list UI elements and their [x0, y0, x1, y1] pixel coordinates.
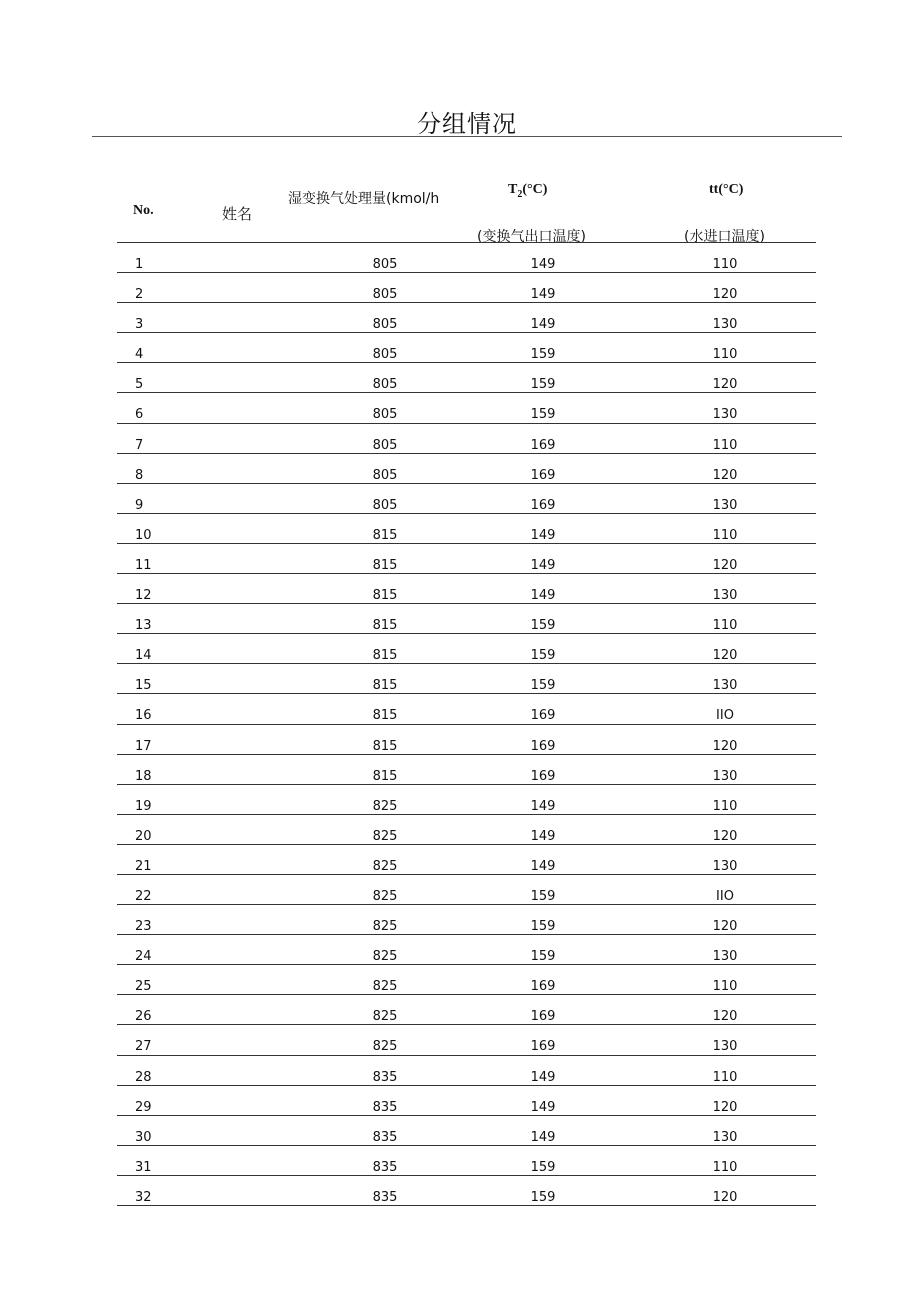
- cell-flow: 825: [372, 949, 398, 965]
- cell-flow: 805: [372, 407, 398, 423]
- cell-tt: 110: [712, 1159, 738, 1175]
- cell-t2: 169: [530, 738, 556, 754]
- cell-flow: 805: [372, 497, 398, 513]
- cell-flow: 835: [372, 1159, 398, 1175]
- cell-flow: 825: [372, 858, 398, 874]
- cell-no: 25: [135, 979, 152, 995]
- cell-no: 11: [135, 557, 152, 573]
- cell-no: 23: [135, 919, 152, 935]
- cell-t2: 169: [530, 1009, 556, 1025]
- cell-tt: 120: [712, 1099, 738, 1115]
- cell-flow: 825: [372, 1039, 398, 1055]
- cell-tt: 120: [712, 467, 738, 483]
- cell-flow: 825: [372, 888, 398, 904]
- cell-flow: 805: [372, 317, 398, 333]
- cell-flow: 805: [372, 287, 398, 303]
- cell-tt: 120: [712, 738, 738, 754]
- cell-tt: IIO: [716, 888, 734, 904]
- cell-no: 5: [135, 377, 144, 393]
- cell-tt: 110: [712, 347, 738, 363]
- cell-flow: 805: [372, 467, 398, 483]
- cell-no: 21: [135, 858, 152, 874]
- cell-no: 2: [135, 287, 144, 303]
- header-no: No.: [133, 203, 154, 218]
- cell-tt: 110: [712, 527, 738, 543]
- table-row: [117, 514, 816, 544]
- cell-tt: 130: [712, 497, 738, 513]
- cell-flow: 825: [372, 798, 398, 814]
- cell-t2: 169: [530, 497, 556, 513]
- data-table-body: [117, 243, 816, 1206]
- table-row: [117, 574, 816, 604]
- table-row: [117, 484, 816, 514]
- table-row: [117, 634, 816, 664]
- table-row: [117, 273, 816, 303]
- cell-t2: 149: [530, 557, 556, 573]
- cell-t2: 169: [530, 437, 556, 453]
- cell-flow: 825: [372, 979, 398, 995]
- header-tt-desc: (水进口温度): [684, 229, 765, 245]
- table-row: [117, 1056, 816, 1086]
- cell-flow: 815: [372, 527, 398, 543]
- table-row: [117, 333, 816, 363]
- cell-t2: 169: [530, 708, 556, 724]
- cell-flow: 805: [372, 257, 398, 272]
- table-row: [117, 725, 816, 755]
- cell-tt: 130: [712, 1039, 738, 1055]
- table-row: [117, 363, 816, 393]
- cell-flow: 805: [372, 347, 398, 363]
- table-row: [117, 845, 816, 875]
- cell-t2: 159: [530, 678, 556, 694]
- table-row: [117, 965, 816, 995]
- cell-tt: 110: [712, 798, 738, 814]
- cell-no: 22: [135, 888, 152, 904]
- table-row: [117, 424, 816, 454]
- cell-tt: IIO: [716, 708, 734, 724]
- cell-t2: 149: [530, 1099, 556, 1115]
- cell-t2: 149: [530, 1069, 556, 1085]
- cell-t2: 169: [530, 768, 556, 784]
- cell-t2: 149: [530, 798, 556, 814]
- cell-flow: 835: [372, 1189, 398, 1205]
- cell-no: 4: [135, 347, 144, 363]
- header-name: 姓名: [222, 205, 253, 223]
- cell-no: 18: [135, 768, 152, 784]
- cell-flow: 815: [372, 708, 398, 724]
- table-row: [117, 755, 816, 785]
- cell-tt: 130: [712, 588, 738, 604]
- cell-t2: 149: [530, 527, 556, 543]
- cell-no: 8: [135, 467, 144, 483]
- cell-tt: 130: [712, 1129, 738, 1145]
- cell-t2: 149: [530, 257, 556, 272]
- cell-t2: 159: [530, 888, 556, 904]
- cell-flow: 825: [372, 919, 398, 935]
- cell-tt: 130: [712, 317, 738, 333]
- cell-tt: 120: [712, 377, 738, 393]
- header-t2-unit: (°C): [522, 182, 548, 197]
- header-t2: [508, 182, 547, 200]
- cell-tt: 120: [712, 287, 738, 303]
- header-flow: [288, 188, 439, 208]
- table-row: [117, 1116, 816, 1146]
- cell-no: 12: [135, 588, 152, 604]
- cell-t2: 159: [530, 618, 556, 634]
- cell-no: 24: [135, 949, 152, 965]
- header-t2-symbol: T: [508, 182, 518, 197]
- cell-no: 29: [135, 1099, 152, 1115]
- cell-t2: 149: [530, 588, 556, 604]
- cell-no: 3: [135, 317, 144, 333]
- cell-tt: 130: [712, 949, 738, 965]
- cell-tt: 110: [712, 618, 738, 634]
- cell-tt: 130: [712, 678, 738, 694]
- cell-t2: 159: [530, 347, 556, 363]
- cell-t2: 159: [530, 407, 556, 423]
- table-row: [117, 875, 816, 905]
- cell-flow: 835: [372, 1099, 398, 1115]
- cell-no: 32: [135, 1189, 152, 1205]
- cell-tt: 130: [712, 768, 738, 784]
- table-row: [117, 393, 816, 423]
- table-row: [117, 454, 816, 484]
- cell-flow: 805: [372, 437, 398, 453]
- cell-tt: 110: [712, 1069, 738, 1085]
- cell-no: 30: [135, 1129, 152, 1145]
- cell-tt: 120: [712, 828, 738, 844]
- table-row: [117, 544, 816, 574]
- cell-flow: 815: [372, 648, 398, 664]
- header-tt: tt(°C): [709, 182, 744, 197]
- cell-flow: 835: [372, 1129, 398, 1145]
- table-row: [117, 1086, 816, 1116]
- cell-flow: 815: [372, 678, 398, 694]
- cell-t2: 159: [530, 919, 556, 935]
- cell-tt: 110: [712, 257, 738, 272]
- table-row: [117, 995, 816, 1025]
- cell-tt: 110: [712, 437, 738, 453]
- cell-no: 10: [135, 527, 152, 543]
- cell-t2: 159: [530, 648, 556, 664]
- page-title: 分组情况: [417, 110, 517, 138]
- cell-t2: 159: [530, 1189, 556, 1205]
- cell-no: 7: [135, 437, 144, 453]
- cell-t2: 159: [530, 1159, 556, 1175]
- cell-flow: 815: [372, 557, 398, 573]
- cell-no: 19: [135, 798, 152, 814]
- table-row: [117, 935, 816, 965]
- table-row: [117, 785, 816, 815]
- cell-no: 31: [135, 1159, 152, 1175]
- cell-t2: 169: [530, 979, 556, 995]
- cell-no: 9: [135, 497, 144, 513]
- cell-no: 14: [135, 648, 152, 664]
- header-flow-label: 湿变换气处理量(kmol/h: [288, 191, 440, 207]
- cell-no: 28: [135, 1069, 152, 1085]
- cell-flow: 825: [372, 1009, 398, 1025]
- cell-t2: 149: [530, 317, 556, 333]
- cell-t2: 149: [530, 858, 556, 874]
- cell-flow: 815: [372, 588, 398, 604]
- cell-flow: 805: [372, 377, 398, 393]
- cell-flow: 815: [372, 768, 398, 784]
- table-row: [117, 905, 816, 935]
- cell-tt: 120: [712, 648, 738, 664]
- cell-flow: 835: [372, 1069, 398, 1085]
- cell-tt: 110: [712, 979, 738, 995]
- table-row: [117, 303, 816, 333]
- header-t2-desc: (变换气出口温度): [477, 229, 586, 245]
- table-row: [117, 1176, 816, 1206]
- cell-tt: 120: [712, 557, 738, 573]
- cell-flow: 815: [372, 618, 398, 634]
- cell-t2: 159: [530, 949, 556, 965]
- cell-t2: 149: [530, 1129, 556, 1145]
- cell-no: 13: [135, 618, 152, 634]
- cell-tt: 120: [712, 1189, 738, 1205]
- table-row: [117, 1025, 816, 1055]
- cell-tt: 130: [712, 858, 738, 874]
- cell-t2: 149: [530, 287, 556, 303]
- cell-no: 26: [135, 1009, 152, 1025]
- cell-no: 6: [135, 407, 144, 423]
- table-row: [117, 694, 816, 724]
- cell-flow: 815: [372, 738, 398, 754]
- cell-no: 15: [135, 678, 152, 694]
- cell-no: 17: [135, 738, 152, 754]
- cell-t2: 169: [530, 1039, 556, 1055]
- table-row: [117, 1146, 816, 1176]
- title-divider: [92, 136, 842, 137]
- table-row: [117, 815, 816, 845]
- cell-tt: 120: [712, 919, 738, 935]
- cell-no: 20: [135, 828, 152, 844]
- cell-no: 16: [135, 708, 152, 724]
- table-row: [117, 664, 816, 694]
- cell-tt: 120: [712, 1009, 738, 1025]
- cell-t2: 149: [530, 828, 556, 844]
- cell-t2: 169: [530, 467, 556, 483]
- cell-t2: 159: [530, 377, 556, 393]
- header-t2-subscript: 2: [517, 188, 523, 200]
- cell-no: 1: [135, 257, 144, 272]
- cell-tt: 130: [712, 407, 738, 423]
- cell-flow: 825: [372, 828, 398, 844]
- table-row: [117, 243, 816, 273]
- table-row: [117, 604, 816, 634]
- cell-no: 27: [135, 1039, 152, 1055]
